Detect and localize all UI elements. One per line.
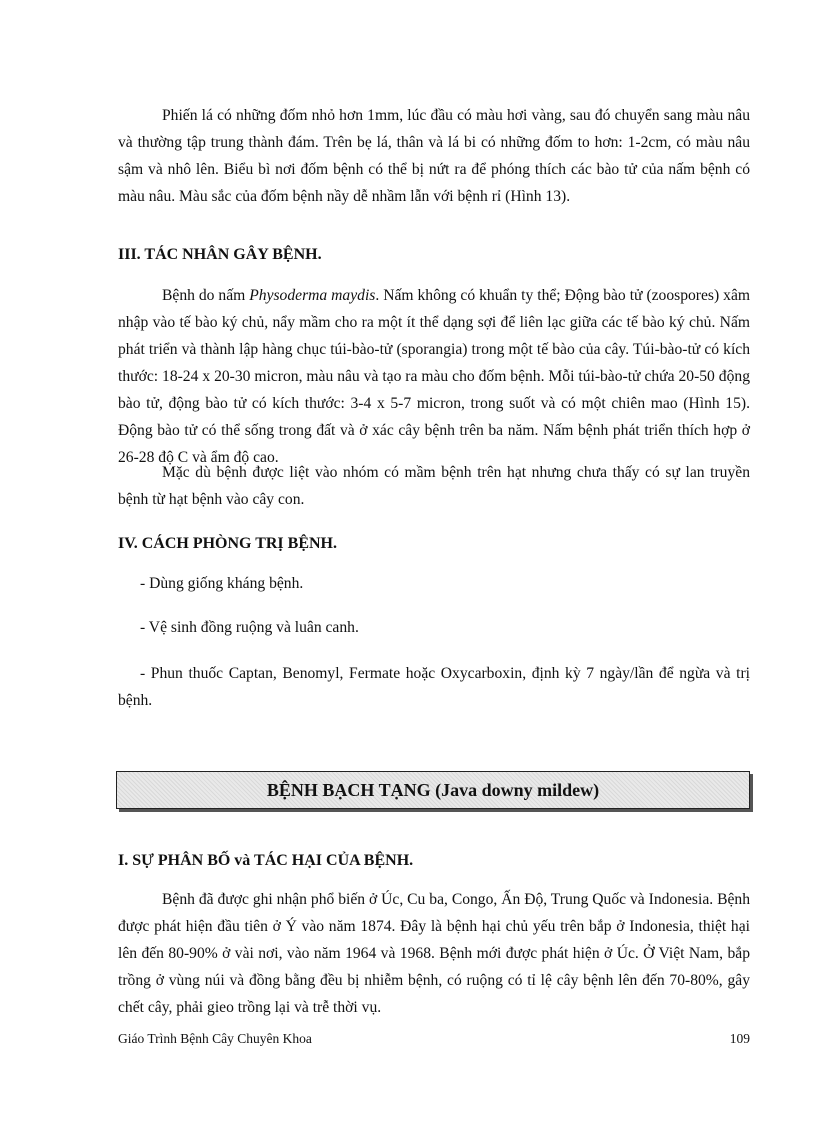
- distribution-paragraph: Bệnh đã được ghi nhận phổ biến ở Úc, Cu ba, Congo, Ấn Độ, Trung Quốc và Indonesia. Bệnh được phát hiện đầu tiên ở Ý vào năm 1874. Đây là bệnh hại chủ yếu trên bắp ở Indonesia, thiệt hại lên đến 80-90% ở vài nơi, vào năm 1964 và 1968. Bệnh mới được phát hiện ở Úc. Ở Việt Nam, bắp trồng ở vùng núi và đồng bằng đều bị nhiễm bệnh, có ruộng có tỉ lệ cây bệnh lên đến 70-80%, gây chết cây, phải gieo trồng lại và trễ thời vụ.: [118, 891, 750, 1016]
- footer-page-number: 109: [729, 1031, 750, 1046]
- symptoms-paragraph-block: [118, 102, 750, 210]
- control-list-item: - Phun thuốc Captan, Benomyl, Fermate hoặc Oxycarboxin, định kỳ 7 ngày/lần để ngừa và trị bệnh.: [118, 665, 750, 709]
- pathogen-species-name: Physoderma maydis: [249, 287, 376, 304]
- pathogen-text-start: Bệnh do nấm: [162, 287, 250, 304]
- page-footer: [118, 1030, 750, 1048]
- distribution-heading-block: [118, 850, 750, 872]
- pathogen-paragraph: [118, 282, 750, 471]
- section-heading-pathogen: III. TÁC NHÂN GÂY BỆNH.: [118, 246, 322, 263]
- pathogen-paragraph-block: [118, 282, 750, 471]
- control-item-1-block: [118, 570, 750, 597]
- section-heading-distribution: I. SỰ PHÂN BỐ và TÁC HẠI CỦA BỆNH.: [118, 852, 414, 869]
- pathogen-text-rest: . Nấm không có khuẩn ty thể; Động bào tử (zoospores) xâm nhập vào tế bào ký chủ, nẩy mầm cho ra một ít thể dạng sợi để liên lạc giữa các tế bào ký chủ. Nấm phát triển và thành lập hàng chục túi-bào-tử (sporangia) trong một tế bào của cây. Túi-bào-tử có kích thước: 18-24 x 20-30 micron, màu nâu và tạo ra màu cho đốm bệnh. Mỗi túi-bào-tử chứa 20-50 động bào tử, động bào tử có kích thước: 3-4 x 5-7 micron, trong suốt và có một chiên mao (Hình 15). Động bào tử có thể sống trong đất và ở xác cây bệnh trên ba năm. Nấm bệnh phát triển thích hợp ở 26-28 độ C và ẩm độ cao.: [118, 287, 750, 466]
- disease-title-banner: [116, 771, 750, 809]
- control-item-3-block: [118, 660, 750, 714]
- symptoms-paragraph: Phiến lá có những đốm nhỏ hơn 1mm, lúc đầu có màu hơi vàng, sau đó chuyển sang màu nâu và thường tập trung thành đám. Trên bẹ lá, thân và lá bi có những đốm to hơn: 1-2cm, có màu nâu sậm và nhô lên. Biểu bì nơi đốm bệnh có thể bị nứt ra để phóng thích các bào tử của nấm bệnh có màu nâu. Màu sắc của đốm bệnh nầy dễ nhầm lẫn với bệnh rỉ (Hình 13).: [118, 107, 750, 205]
- control-list-item: - Vệ sinh đồng ruộng và luân canh.: [140, 619, 359, 636]
- section-heading-control: IV. CÁCH PHÒNG TRỊ BỆNH.: [118, 535, 337, 552]
- control-heading-block: [118, 533, 750, 555]
- seed-transmission-paragraph: Mặc dù bệnh được liệt vào nhóm có mầm bệnh trên hạt nhưng chưa thấy có sự lan truyền bệnh từ hạt bệnh vào cây con.: [118, 464, 750, 508]
- seed-transmission-block: [118, 459, 750, 513]
- control-item-2-block: [118, 614, 750, 641]
- control-list-item: - Dùng giống kháng bệnh.: [140, 575, 304, 592]
- footer-book-title: Giáo Trình Bệnh Cây Chuyên Khoa: [118, 1031, 312, 1046]
- distribution-paragraph-block: [118, 886, 750, 1021]
- pathogen-heading-block: [118, 244, 750, 266]
- banner-title: BỆNH BẠCH TẠNG (Java downy mildew): [266, 779, 600, 800]
